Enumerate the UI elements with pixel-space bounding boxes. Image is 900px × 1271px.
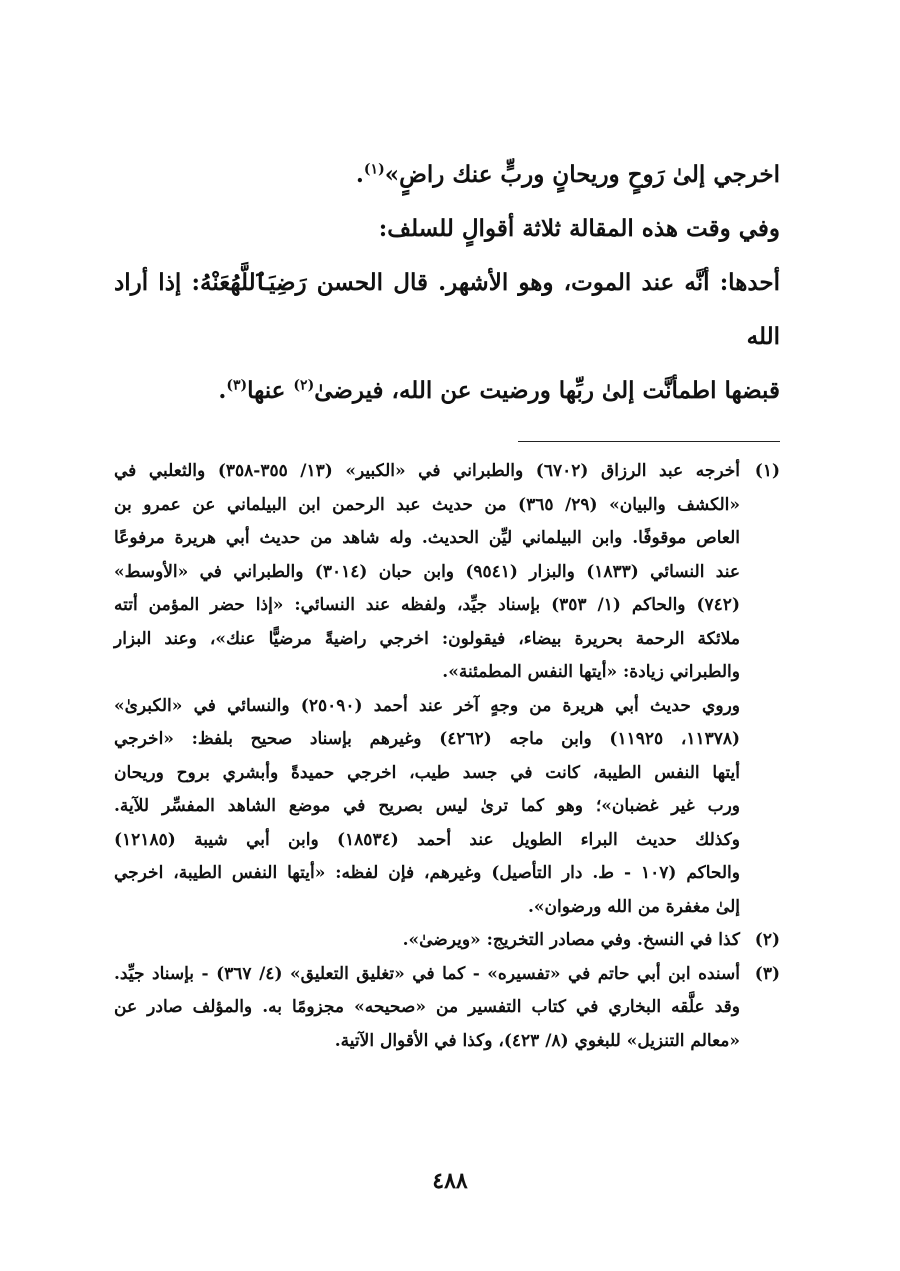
footnote-1-line: «الكشف والبيان» (٢٩/ ٣٦٥) من حديث عبد الرحمن ابن البيلماني عن عمرو بن xyxy=(114,494,740,515)
footnote-2-line: كذا في النسخ. وفي مصادر التخريج: «ويرضىٰ». xyxy=(402,930,740,950)
main-line-2-text: وفي وقت هذه المقالة ثلاثة أقوالٍ للسلف: xyxy=(378,215,780,242)
footnote-1-number: (١) xyxy=(754,461,780,481)
footnote-3 xyxy=(114,958,780,1059)
footnote-1-line: (١١٣٧٨، ١١٩٢٥) وابن ماجه (٤٢٦٢) وغيرهم بإسناد صحيح بلفظ: «اخرجي xyxy=(114,729,741,749)
footnote-3-line: أسنده ابن أبي حاتم في «تفسيره» - كما في «تغليق التعليق» (٤/ ٣٦٧) - بإسناد جيِّد. xyxy=(114,963,740,984)
main-line-4-end: . xyxy=(218,377,227,404)
footnote-2-body xyxy=(114,924,740,958)
footnote-1-line: وروي حديث أبي هريرة من وجهٍ آخر عند أحمد (٢٥٠٩٠) والنسائي في «الكبرىٰ» xyxy=(114,695,740,716)
footnote-divider xyxy=(518,441,780,442)
footnote-1-line: أخرجه عبد الرزاق (٦٧٠٢) والطبراني في «الكبير» (١٣/ ٣٥٥-٣٥٨) والثعلبي في xyxy=(114,461,740,481)
footnote-1-line: والحاكم (١٠٧ - ط. دار التأصيل) وغيرهم، فإن لفظه: «أيتها النفس الطيبة، اخرجي xyxy=(114,863,740,883)
footnote-2-number: (٢) xyxy=(754,930,780,950)
main-line-3-text: أحدها: أنَّه عند الموت، وهو الأشهر. قال الحسن رَضِيَٱللَّهُعَنْهُ: إذا أراد الله xyxy=(114,269,780,350)
footnotes xyxy=(114,455,780,1058)
main-line-4 xyxy=(114,364,780,418)
footnote-1-line: العاص موقوفًا. وابن البيلماني ليِّن الحديث. وله شاهد من حديث أبي هريرة مرفوعًا xyxy=(114,528,740,548)
main-line-4-text: قبضها اطمأنَّت إلىٰ ربِّها ورضيت عن الله، فيرضىٰ xyxy=(314,377,780,404)
footnote-1-line: إلىٰ مغفرة من الله ورضوان». xyxy=(527,896,740,917)
footnote-1-line: وكذلك حديث البراء الطويل عند أحمد (١٨٥٣٤) وابن أبي شيبة (١٢١٨٥) xyxy=(114,829,740,850)
footnote-ref-1[interactable]: (١) xyxy=(363,161,385,178)
page-number: ٤٨٨ xyxy=(432,1168,468,1194)
footnote-1-line: عند النسائي (١٨٣٣) والبزار (٩٥٤١) وابن حبان (٣٠١٤) والطبراني في «الأوسط» xyxy=(114,561,741,582)
footnote-ref-3[interactable]: (٣) xyxy=(226,377,248,394)
footnote-3-line: «معالم التنزيل» للبغوي (٨/ ٤٢٣)، وكذا في الأقوال الآتية. xyxy=(334,1030,740,1051)
main-line-1-text: اخرجي إلىٰ رَوحٍ وريحانٍ وربٍّ عنك راضٍ» xyxy=(384,161,780,188)
footnote-ref-2[interactable]: (٢) xyxy=(293,377,315,394)
footnote-2 xyxy=(114,924,780,958)
footnote-1-line: ملائكة الرحمة بحريرة بيضاء، فيقولون: اخرجي راضيةً مرضيًّا عنك»، وعند البزار xyxy=(114,628,740,649)
footnote-1-line: (٧٤٢) والحاكم (١/ ٣٥٣) بإسناد جيِّد، ولفظه عند النسائي: «إذا حضر المؤمن أتته xyxy=(114,595,740,615)
main-line-2 xyxy=(114,202,780,256)
footnote-1-body xyxy=(114,455,740,924)
main-line-4-text-b: عنها xyxy=(247,377,294,404)
footnote-1-line: أيتها النفس الطيبة، كانت في جسد طيب، اخرجي حميدةً وأبشري بروح وريحان xyxy=(114,762,740,783)
footnote-1 xyxy=(114,455,780,924)
main-line-3 xyxy=(114,256,780,364)
footnote-3-number: (٣) xyxy=(754,963,780,984)
main-line-1 xyxy=(114,148,780,202)
footnote-3-body xyxy=(114,958,740,1059)
footnote-1-line: والطبراني زيادة: «أيتها النفس المطمئنة». xyxy=(442,662,740,682)
footnote-1-line: ورب غير غضبان»؛ وهو كما ترىٰ ليس بصريح في موضع الشاهد المفسِّر للآية. xyxy=(114,796,740,816)
footnote-3-line: وقد علَّقه البخاري في كتاب التفسير من «صحيحه» مجزومًا به. والمؤلف صادر عن xyxy=(114,997,740,1017)
main-text xyxy=(114,148,780,418)
main-line-1-end: . xyxy=(355,161,364,188)
